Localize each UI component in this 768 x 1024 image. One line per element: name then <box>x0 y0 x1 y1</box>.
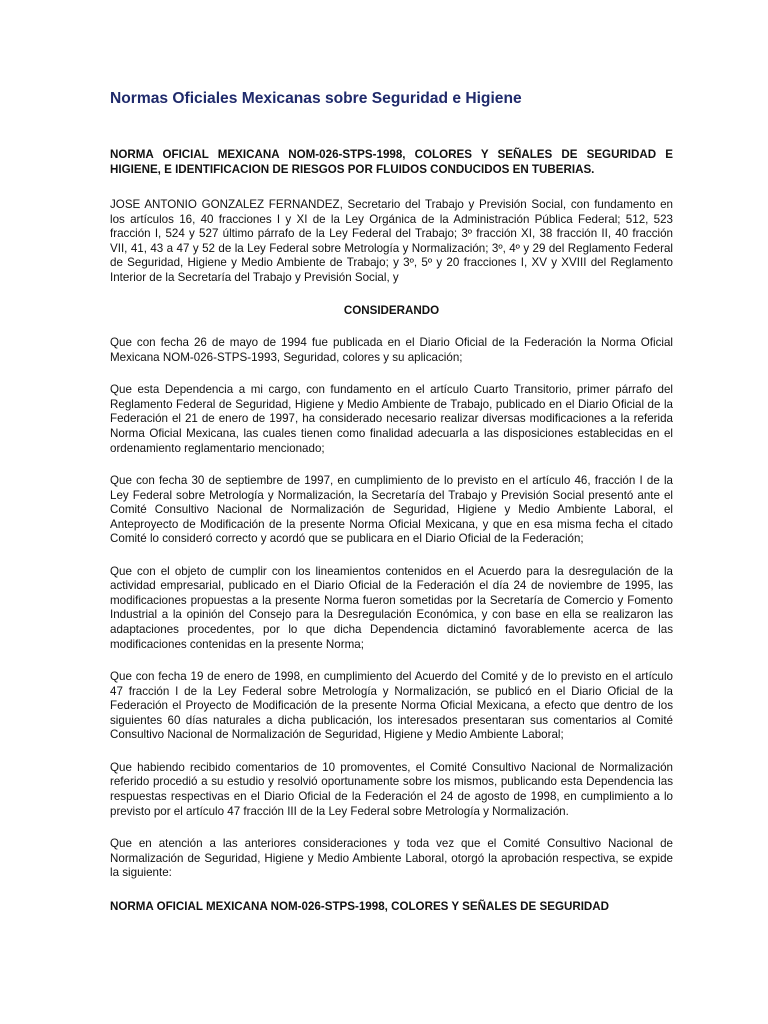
document-body <box>110 88 673 914</box>
considerando-paragraph-2: Que esta Dependencia a mi cargo, con fundamento en el artículo Cuarto Transitorio, primer párrafo del Reglamento Federal de Seguridad, Higiene y Medio Ambiente de Trabajo, publicado en el Diario Oficial de la Federación el 21 de enero de 1997, ha considerado necesario realizar diversas modificaciones a la referida Norma Oficial Mexicana, las cuales tienen como finalidad adecuarla a las disposiciones establecidas en el ordenamiento reglamentario mencionado; <box>110 383 673 455</box>
preamble-paragraph: JOSE ANTONIO GONZALEZ FERNANDEZ, Secretario del Trabajo y Previsión Social, con fundamento en los artículos 16, 40 fracciones I y XI de la Ley Orgánica de la Administración Pública Federal; 512, 523 fracción I, 524 y 527 último párrafo de la Ley Federal del Trabajo; 3º fracción XI, 38 fracción II, 40 fracción VII, 41, 43 a 47 y 52 de la Ley Federal sobre Metrología y Normalización; 3º, 4º y 29 del Reglamento Federal de Seguridad, Higiene y Medio Ambiente de Trabajo; y 3º, 5º y 20 fracciones I, XV y XVIII del Reglamento Interior de la Secretaría del Trabajo y Previsión Social, y <box>110 198 673 284</box>
considerando-paragraph-4: Que con el objeto de cumplir con los lineamientos contenidos en el Acuerdo para la desregulación de la actividad empresarial, publicado en el Diario Oficial de la Federación el día 24 de noviembre de 1995, las modificaciones propuestas a la presente Norma fueron sometidas por la Secretaría de Comercio y Fomento Industrial a la opinión del Consejo para la Desregulación Económica, y con base en ella se realizaron las adaptaciones procedentes, por lo que dicha Dependencia dictaminó favorablemente acerca de las modificaciones contenidas en la presente Norma; <box>110 564 673 651</box>
considerando-paragraph-5: Que con fecha 19 de enero de 1998, en cumplimiento del Acuerdo del Comité y de lo previsto en el artículo 47 fracción I de la Ley Federal sobre Metrología y Normalización, se publicó en el Diario Oficial de la Federación el Proyecto de Modificación de la presente Norma Oficial Mexicana, a efecto que dentro de los siguientes 60 días naturales a dicha publicación, los interesados presentaran sus comentarios al Comité Consultivo Nacional de Normalización de Seguridad, Higiene y Medio Ambiente Laboral; <box>110 670 673 742</box>
considerando-paragraph-1: Que con fecha 26 de mayo de 1994 fue publicada en el Diario Oficial de la Federación la Norma Oficial Mexicana NOM-026-STPS-1993, Seguridad, colores y su aplicación; <box>110 336 673 364</box>
considerando-paragraph-3: Que con fecha 30 de septiembre de 1997, en cumplimiento de lo previsto en el artículo 46, fracción I de la Ley Federal sobre Metrología y Normalización, la Secretaría del Trabajo y Previsión Social presentó ante el Comité Consultivo Nacional de Normalización de Seguridad, Higiene y Medio Ambiente Laboral, el Anteproyecto de Modificación de la presente Norma Oficial Mexicana, y que en esa misma fecha el citado Comité lo consideró correcto y acordó que se publicara en el Diario Oficial de la Federación; <box>110 474 673 546</box>
considerando-paragraph-7: Que en atención a las anteriores consideraciones y toda vez que el Comité Consultivo Nacional de Normalización de Seguridad, Higiene y Medio Ambiente Laboral, otorgó la aprobación respectiva, se expide la siguiente: <box>110 837 673 880</box>
norma-heading: NORMA OFICIAL MEXICANA NOM-026-STPS-1998, COLORES Y SEÑALES DE SEGURIDAD E HIGIENE, E IDENTIFICACION DE RIESGOS POR FLUIDOS CONDUCIDOS EN TUBERIAS. <box>110 148 673 176</box>
considerando-heading: CONSIDERANDO <box>343 304 440 318</box>
norma-heading-repeat: NORMA OFICIAL MEXICANA NOM-026-STPS-1998, COLORES Y SEÑALES DE SEGURIDAD <box>110 899 610 913</box>
considerando-paragraph-6: Que habiendo recibido comentarios de 10 promoventes, el Comité Consultivo Nacional de Normalización referido procedió a su estudio y resolvió oportunamente sobre los mismos, publicando esta Dependencia las respuestas respectivas en el Diario Oficial de la Federación el 24 de agosto de 1998, en cumplimiento a lo previsto por el artículo 47 fracción III de la Ley Federal sobre Metrología y Normalización. <box>110 760 673 818</box>
page-title: Normas Oficiales Mexicanas sobre Seguridad e Higiene <box>110 90 522 107</box>
